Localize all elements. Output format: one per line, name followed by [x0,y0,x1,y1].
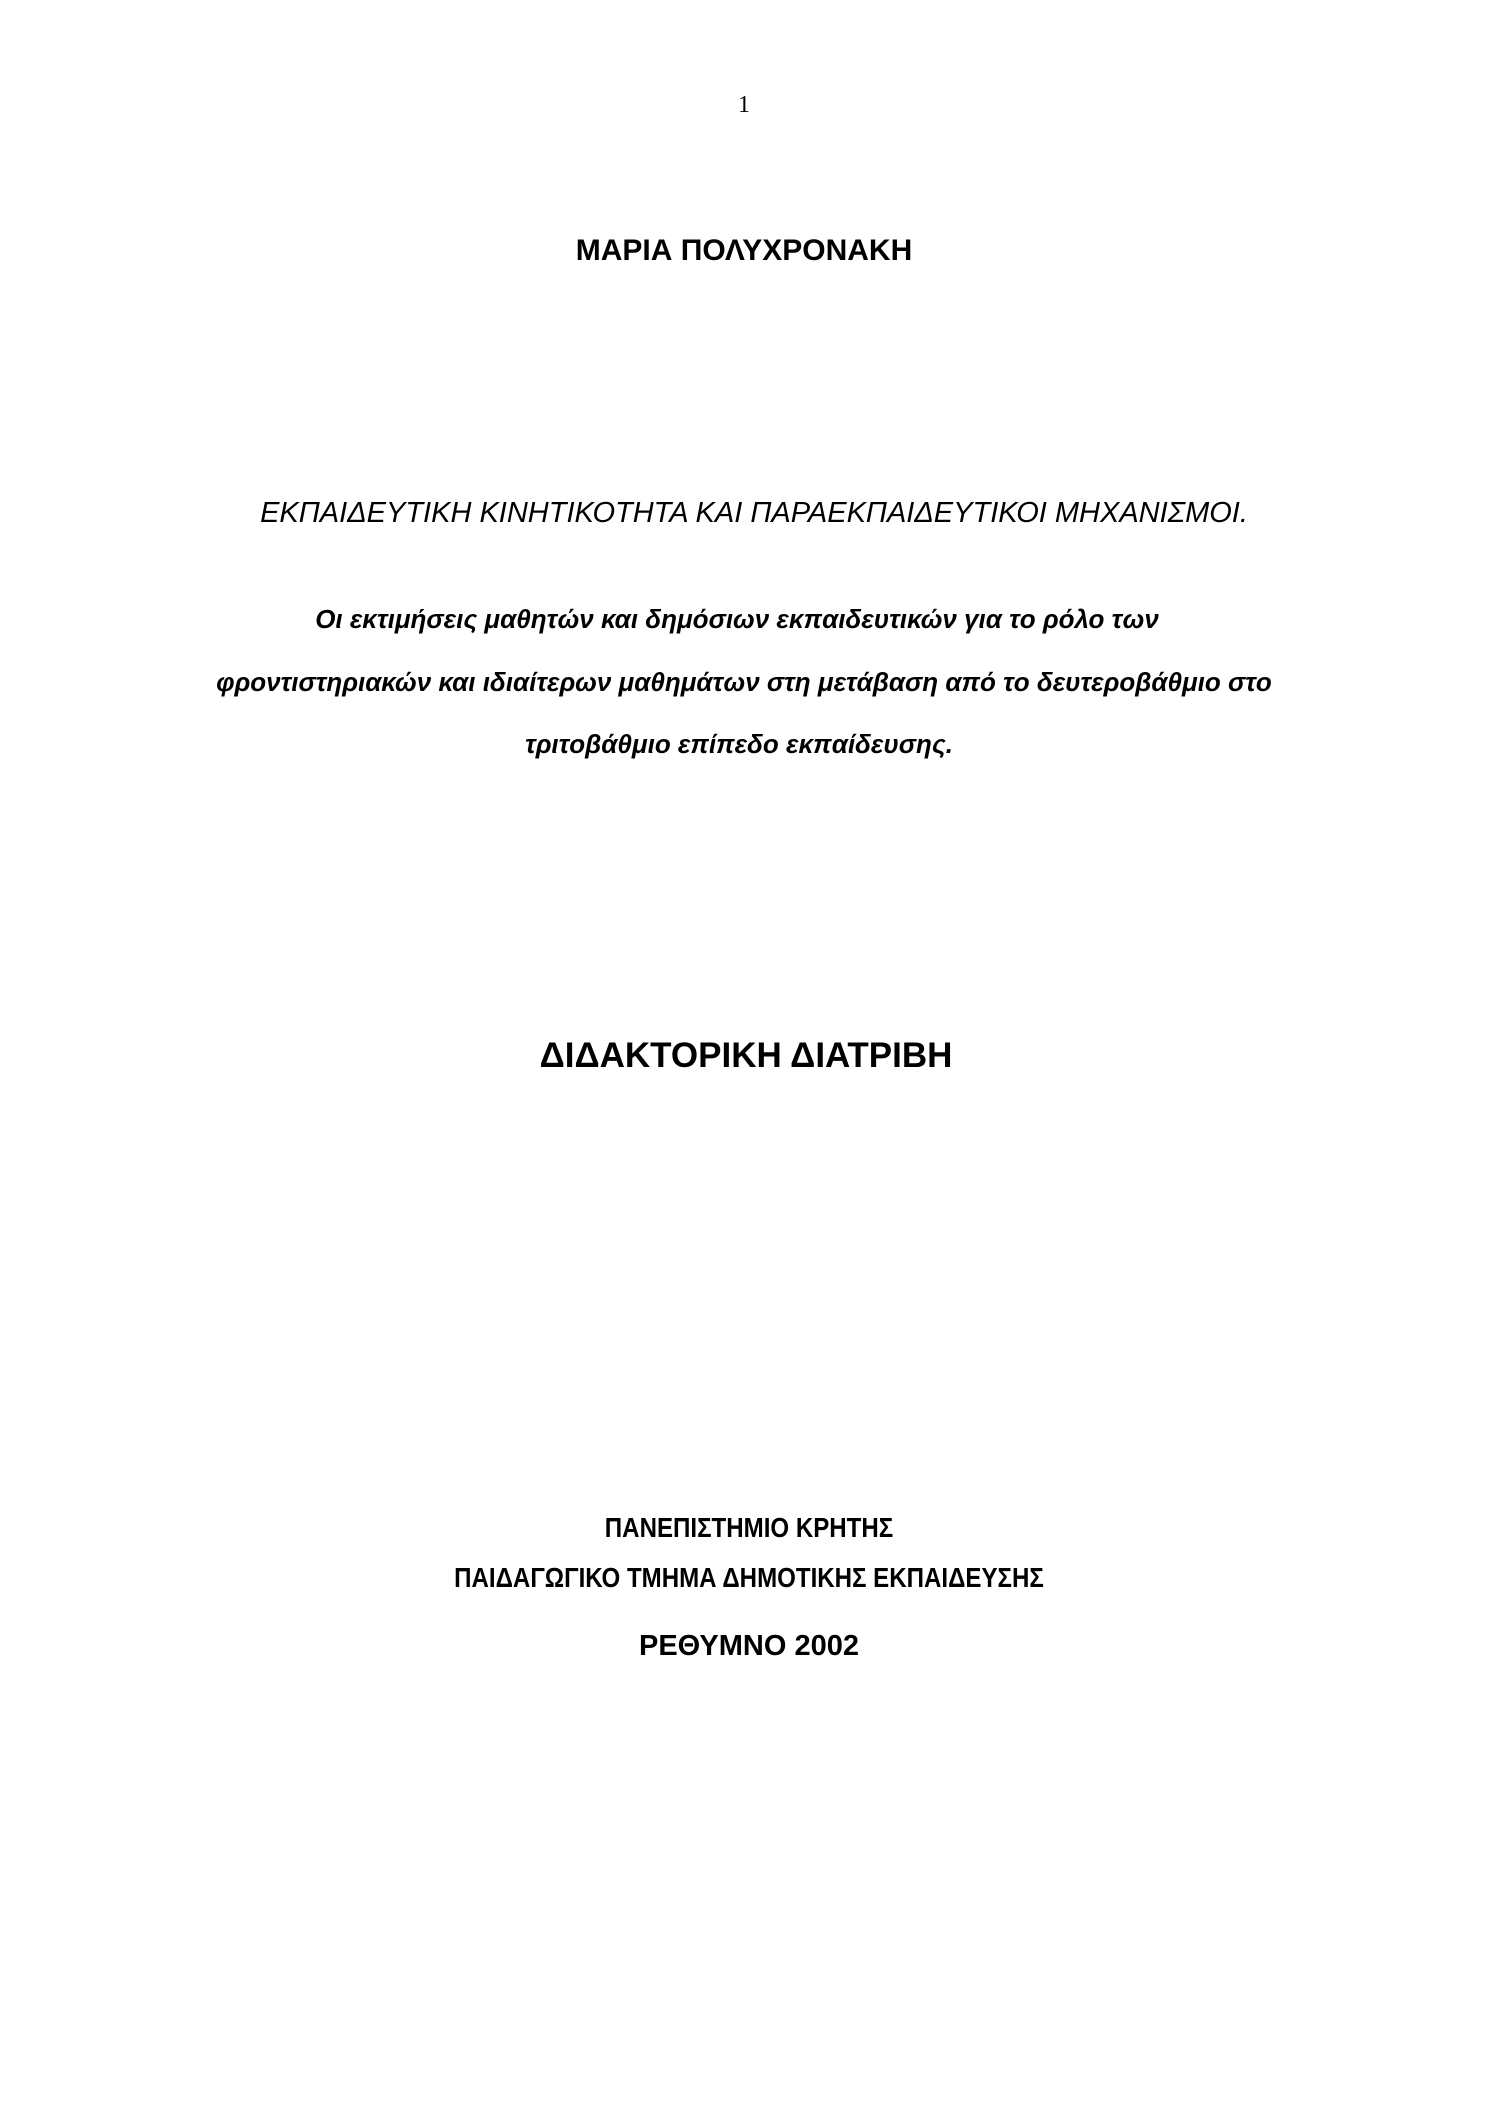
thesis-type-heading: ΔΙΔΑΚΤΟΡΙΚΗ ΔΙΑΤΡΙΒΗ [539,1036,953,1075]
page-number: 1 [738,92,750,118]
subtitle-line-2: φροντιστηριακών και ιδιαίτερων μαθημάτων στη μετάβαση από το δευτεροβάθμιο στο [216,667,1272,697]
subtitle-line-3: τριτοβάθμιο επίπεδο εκπαίδευσης. [525,729,953,759]
thesis-title: ΕΚΠΑΙΔΕΥΤΙΚΗ ΚΙΝΗΤΙΚΟΤΗΤΑ ΚΑΙ ΠΑΡΑΕΚΠΑΙΔΕΥΤΙΚΟΙ ΜΗΧΑΝΙΣΜΟΙ. [260,497,1248,529]
subtitle-line-1: Οι εκτιμήσεις μαθητών και δημόσιων εκπαιδευτικών για το ρόλο των [315,604,1159,634]
department-name: ΠΑΙΔΑΓΩΓΙΚΟ ΤΜΗΜΑ ΔΗΜΟΤΙΚΗΣ ΕΚΠΑΙΔΕΥΣΗΣ [454,1562,1044,1593]
place-and-year: ΡΕΘΥΜΝΟ 2002 [638,1630,859,1662]
university-name: ΠΑΝΕΠΙΣΤΗΜΙΟ ΚΡΗΤΗΣ [604,1512,894,1543]
author-name: ΜΑΡΙΑ ΠΟΛΥΧΡΟΝΑΚΗ [575,234,913,267]
